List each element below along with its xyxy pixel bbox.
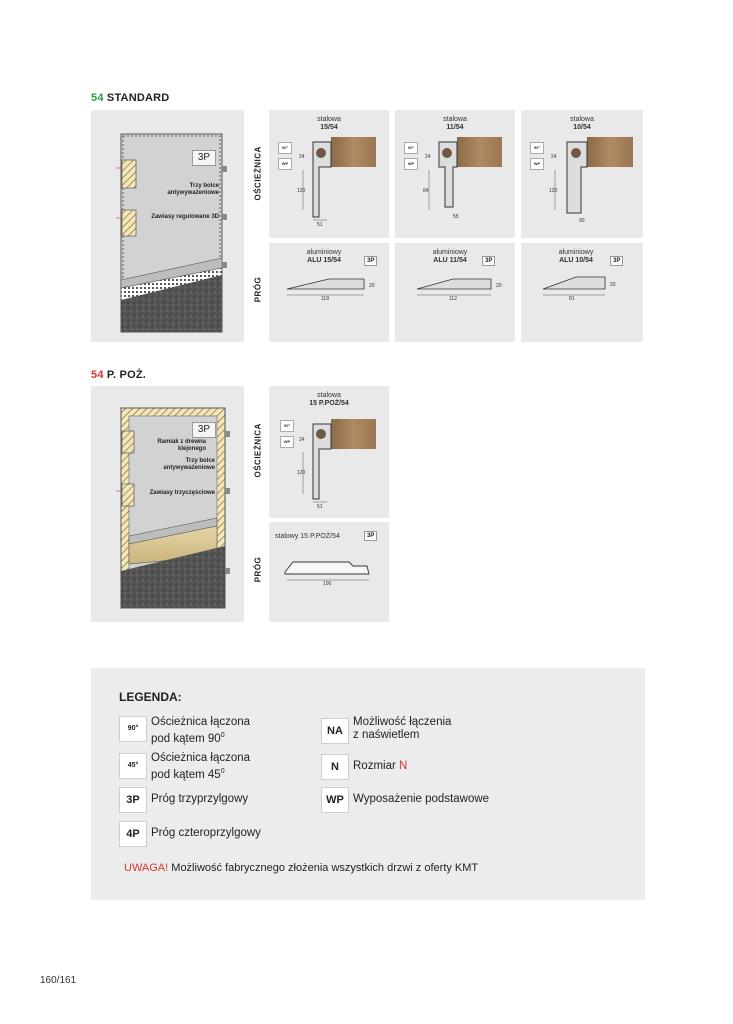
legend-box	[91, 668, 645, 900]
threshold-material: aluminiowy	[558, 249, 594, 256]
dim-label: 24	[425, 154, 431, 160]
legend-text: z naświetlem	[353, 729, 420, 741]
dim-label: 112	[449, 296, 457, 302]
dim-label: 20	[369, 283, 375, 289]
row-label-frame: OŚCIEŻNICA	[253, 423, 263, 478]
frame-profile-drawing	[269, 386, 389, 518]
legend-accent: N	[399, 760, 408, 772]
door-badge-3p: 3P	[192, 422, 216, 438]
angle-90-icon: 90°	[278, 142, 292, 154]
label-anti-burglary-bolts: Trzy bolce antywyważeniowe	[163, 458, 215, 471]
warning-label: UWAGA!	[124, 862, 169, 874]
row-label-threshold: PRÓG	[253, 556, 263, 583]
dim-label: 24	[299, 437, 305, 443]
frame-profile-11-54	[395, 110, 515, 238]
wp-icon: WP	[278, 158, 292, 170]
dim-label: 55	[453, 214, 459, 220]
threshold-profile-drawing	[269, 522, 389, 622]
angle-90-icon: 90°	[119, 716, 147, 742]
angle-90-icon: 90°	[280, 420, 294, 432]
frame-profile-drawing	[395, 110, 515, 238]
door-panel-fire	[91, 386, 244, 622]
frame-material: stalowa	[317, 392, 341, 399]
threshold-profile-alu-15-54	[269, 243, 389, 342]
threshold-profile-drawing	[269, 243, 389, 342]
legend-text: Możliwość łączenia	[353, 716, 452, 728]
threshold-profile-alu-10-54	[521, 243, 643, 342]
dim-label: 120	[549, 188, 558, 194]
threshold-model: stalowy 15 P.POŻ/54	[275, 533, 340, 540]
dim-label: 51	[317, 504, 323, 510]
frame-material: stalowa	[443, 116, 467, 123]
door-panel-standard	[91, 110, 244, 342]
legend-warning	[124, 862, 478, 875]
wp-icon: WP	[280, 436, 294, 448]
na-icon: NA	[321, 718, 349, 744]
threshold-tag-3p: 3P	[610, 256, 623, 266]
wp-icon: WP	[404, 158, 418, 170]
frame-material: stalowa	[570, 116, 594, 123]
section-name: P. POŻ.	[106, 369, 147, 381]
legend-item-angle-90	[151, 716, 250, 746]
dim-label: 84	[423, 188, 429, 194]
threshold-material: aluminiowy	[432, 249, 468, 256]
threshold-profile-15-ppoz-54	[269, 522, 389, 622]
frame-profile-15-54	[269, 110, 389, 238]
dim-label: 20	[610, 282, 616, 288]
legend-item-wp: Wyposażenie podstawowe	[353, 793, 490, 805]
page-number: 160/161	[40, 975, 77, 986]
4p-icon: 4P	[119, 821, 147, 847]
frame-profile-15-ppoz-54	[269, 386, 389, 518]
threshold-tag-3p: 3P	[482, 256, 495, 266]
section-name: STANDARD	[106, 92, 170, 104]
dim-label: 51	[317, 222, 323, 228]
frame-profile-drawing	[521, 110, 643, 238]
label-glued-wood-frame: Ramiak z drewna klejonego	[157, 439, 206, 452]
angle-45-icon: 45°	[119, 753, 147, 779]
legend-text: Ościeżnica łączona	[151, 716, 251, 728]
angle-90-icon: 90°	[530, 142, 544, 154]
dim-label: 118	[321, 296, 329, 302]
threshold-model: ALU 15/54	[307, 257, 341, 264]
3p-icon: 3P	[119, 787, 147, 813]
legend-item-na	[353, 716, 451, 742]
legend-item-4p: Próg czteroprzylgowy	[151, 827, 261, 839]
angle-90-icon: 90°	[404, 142, 418, 154]
dim-label: 81	[569, 296, 575, 302]
legend-text: Ościeżnica łączona	[151, 752, 251, 764]
legend-sup: 0	[220, 732, 225, 739]
row-label-frame: OŚCIEŻNICA	[253, 146, 263, 201]
door-badge-3p: 3P	[192, 150, 216, 166]
row-label-threshold: PRÓG	[253, 276, 263, 303]
legend-text: pod kątem 45	[151, 768, 221, 781]
legend-text: Rozmiar	[353, 760, 396, 772]
wp-icon: WP	[530, 158, 544, 170]
section-number: 54	[91, 92, 104, 104]
threshold-profile-drawing	[521, 243, 643, 342]
threshold-tag-3p: 3P	[364, 531, 377, 541]
frame-material: stalowa	[317, 116, 341, 123]
label-3d-hinges: Zawiasy regulowane 3D	[151, 214, 219, 220]
frame-profile-10-54	[521, 110, 643, 238]
dim-label: 90	[579, 218, 585, 224]
dim-label: 24	[299, 154, 305, 160]
threshold-model: ALU 10/54	[559, 257, 593, 264]
frame-model: 11/54	[446, 124, 464, 131]
label-three-part-hinges: Zawiasy trzyczęściowe	[149, 490, 215, 496]
legend-sup: 0	[220, 768, 225, 775]
legend-item-3p: Próg trzyprzylgowy	[151, 793, 249, 805]
section-title-fire	[91, 369, 146, 381]
warning-text: Możliwość fabrycznego złożenia wszystkich drzwi z oferty KMT	[171, 862, 479, 874]
legend-item-angle-45	[151, 752, 250, 782]
frame-model: 15 P.POŻ/54	[309, 400, 349, 407]
dim-label: 24	[551, 154, 557, 160]
label-anti-burglary-bolts: Trzy bolce antywyważeniowe	[167, 183, 219, 196]
section-number: 54	[91, 369, 104, 381]
door-cross-section-drawing	[91, 386, 244, 622]
dim-label: 120	[297, 470, 306, 476]
threshold-model: ALU 11/54	[433, 257, 467, 264]
n-icon: N	[321, 754, 349, 780]
threshold-profile-alu-11-54	[395, 243, 515, 342]
section-title-standard	[91, 92, 169, 104]
frame-model: 10/54	[573, 124, 591, 131]
dim-label: 120	[297, 188, 306, 194]
frame-model: 15/54	[320, 124, 338, 131]
door-cross-section-drawing	[91, 110, 244, 342]
threshold-profile-drawing	[395, 243, 515, 342]
threshold-tag-3p: 3P	[364, 256, 377, 266]
legend-title: LEGENDA:	[119, 690, 182, 704]
dim-label: 20	[496, 283, 502, 289]
legend-item-size	[353, 760, 407, 773]
legend-text: pod kątem 90	[151, 732, 221, 745]
threshold-material: aluminiowy	[306, 249, 342, 256]
dim-label: 100	[323, 581, 332, 587]
frame-profile-drawing	[269, 110, 389, 238]
wp-icon: WP	[321, 787, 349, 813]
